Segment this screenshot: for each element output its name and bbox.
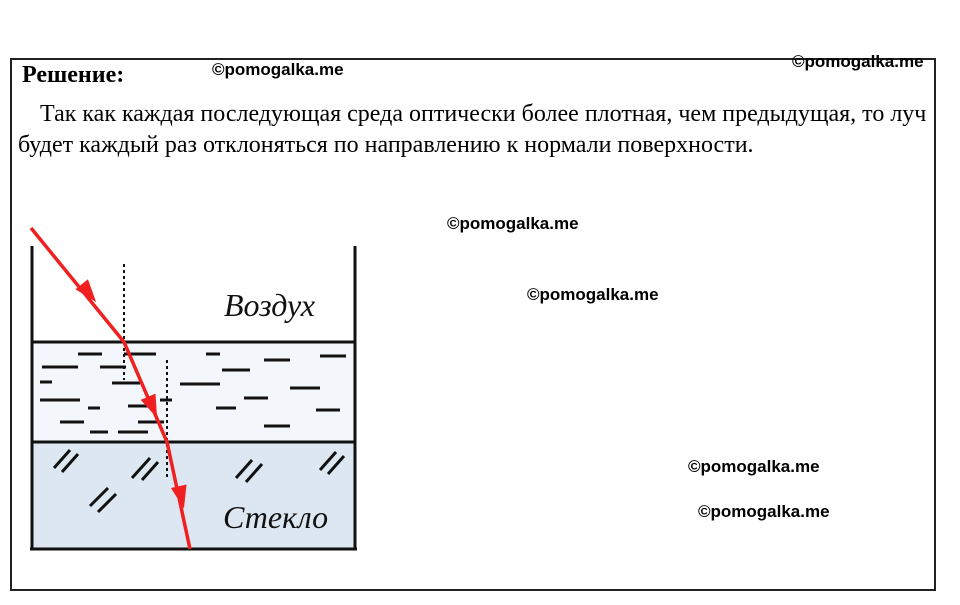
watermark-1: ©pomogalka.me xyxy=(212,60,344,79)
watermark-3: ©pomogalka.me xyxy=(447,214,579,233)
ray-arrow-air xyxy=(75,279,102,307)
air-label: Воздух xyxy=(224,287,315,323)
watermark-2: ©pomogalka.me xyxy=(792,52,924,71)
solution-paragraph: Так как каждая последующая среда оптически более плотная, чем предыдущая, то луч будет каждый раз отклоняться по направлению к нормали поверхности. xyxy=(18,101,927,158)
watermark-6: ©pomogalka.me xyxy=(698,502,830,521)
watermark-4: ©pomogalka.me xyxy=(527,285,659,304)
watermark-5: ©pomogalka.me xyxy=(688,457,820,476)
solution-heading: Решение: xyxy=(22,62,125,88)
water-layer xyxy=(32,342,355,442)
glass-label: Стекло xyxy=(223,499,329,535)
